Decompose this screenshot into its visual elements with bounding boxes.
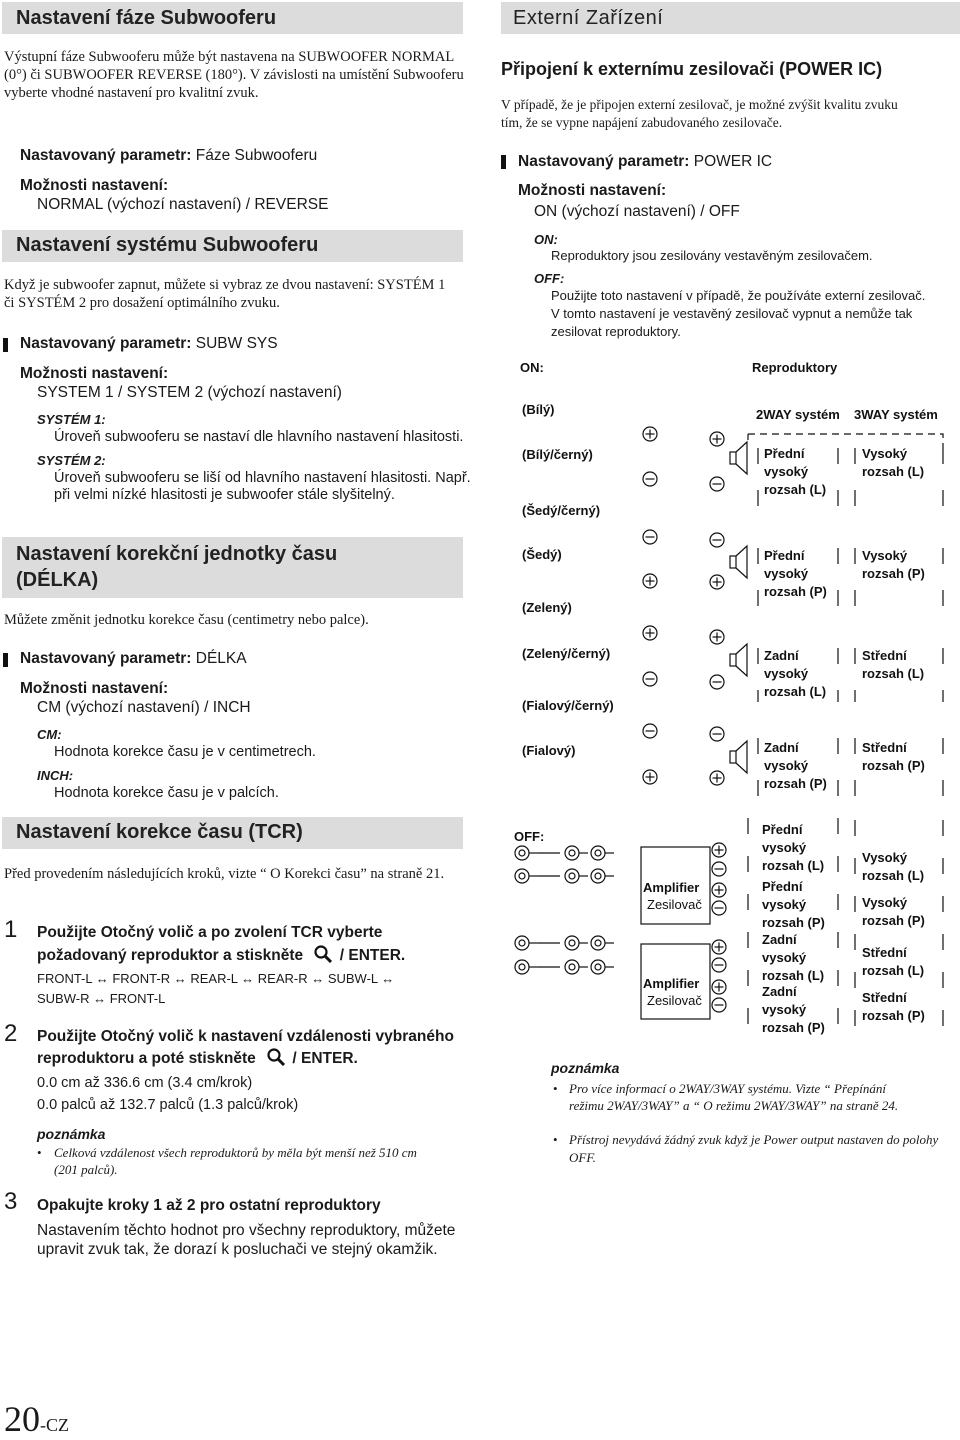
step1-sequence: FRONT-L ↔ FRONT-R ↔ REAR-L ↔ REAR-R ↔ SUBW-L ↔: [37, 971, 395, 986]
off-text: V tomto nastavení je vestavěný zesilovač vypnut a nemůže tak: [551, 306, 913, 321]
wire-label: (Fialový/černý): [522, 698, 614, 713]
note-title: poznámka: [37, 1126, 106, 1142]
system1-label: SYSTÉM 1:: [37, 412, 106, 427]
speaker-2way-label: rozsah (P): [764, 776, 827, 791]
step-number: 1: [4, 916, 18, 943]
off-speaker-2way-label: rozsah (L): [762, 968, 825, 983]
off-speaker-3way-label: rozsah (P): [862, 913, 925, 928]
section-title-subwoofer-phase: Nastavení fáze Subwooferu: [2, 2, 463, 34]
rca-jack-core: [595, 873, 601, 879]
param-line: Nastavovaný parametr: DÉLKA: [20, 650, 247, 667]
rca-jack-core: [519, 850, 525, 856]
rca-jack-core: [595, 964, 601, 970]
rca-jack-icon: [591, 936, 605, 950]
rca-jack-icon: [515, 846, 529, 860]
param-marker: [3, 338, 8, 352]
note-bullet: •: [553, 1132, 558, 1147]
speaker-3way-label: rozsah (L): [862, 464, 925, 479]
diagram-off-title: OFF:: [514, 829, 545, 844]
speaker-cone: [736, 546, 747, 578]
step1-text: požadovaný reproduktor a stiskněte / ENTER.: [37, 947, 406, 964]
rca-jack-icon: [565, 869, 579, 883]
options-label: Možnosti nastavení:: [20, 680, 169, 697]
amplifier-label-cz: Zesilovač: [647, 993, 702, 1008]
off-speaker-2way-label: vysoký: [762, 840, 807, 855]
off-speaker-3way-label: rozsah (L): [862, 963, 925, 978]
off-speaker-2way-label: rozsah (P): [762, 915, 825, 930]
note-bullet: •: [553, 1081, 558, 1096]
speaker-2way-label: rozsah (L): [764, 684, 827, 699]
rca-jack-core: [595, 940, 601, 946]
rca-jack-core: [569, 850, 575, 856]
note-text: režimu 2WAY/3WAY” a “ O režimu 2WAY/3WAY” na straně 24.: [569, 1098, 899, 1113]
system2-text: při velmi nízké hlasitosti je subwoofer stále slyšitelný.: [54, 487, 395, 503]
off-label: OFF:: [534, 271, 565, 286]
wire-label: (Zelený): [522, 600, 572, 615]
step3-text: upravit zvuk tak, že dorazí k posluchači ve stejný okamžik.: [37, 1241, 438, 1258]
step2-range: 0.0 cm až 336.6 cm (3.4 cm/krok): [37, 1075, 253, 1091]
wire-label: (Fialový): [522, 743, 576, 758]
section-title-subwoofer-system: Nastavení systému Subwooferu: [2, 230, 463, 262]
off-speaker-2way-label: Zadní: [762, 984, 797, 999]
rca-jack-core: [569, 873, 575, 879]
amplifier-label-en: Amplifier: [643, 976, 700, 991]
speaker-3way-label: Vysoký: [862, 548, 908, 563]
options-label: Možnosti nastavení:: [20, 365, 169, 382]
off-speaker-2way-label: Zadní: [762, 932, 797, 947]
rca-jack-icon: [515, 960, 529, 974]
rca-jack-core: [519, 964, 525, 970]
section-title-length-unit: Nastavení korekční jednotky času (DÉLKA): [2, 537, 463, 598]
off-text: Použijte toto nastavení v případě, že používáte externí zesilovač.: [551, 288, 926, 303]
speaker-3way-label: Střední: [862, 740, 907, 755]
speaker-icon: [730, 751, 736, 763]
speaker-3way-label: rozsah (P): [862, 566, 925, 581]
wire-label: (Bílý): [522, 402, 555, 417]
param-marker: [501, 155, 506, 169]
column-2way-title: 2WAY systém: [756, 407, 840, 422]
speaker-2way-label: Přední: [764, 446, 805, 461]
rca-jack-icon: [591, 846, 605, 860]
speaker-2way-label: vysoký: [764, 758, 809, 773]
note-text: (201 palců).: [54, 1162, 118, 1177]
options-label: Možnosti nastavení:: [518, 182, 667, 199]
speaker-2way-label: vysoký: [764, 464, 809, 479]
speaker-2way-label: rozsah (P): [764, 584, 827, 599]
options-value: NORMAL (výchozí nastavení) / REVERSE: [37, 196, 329, 213]
off-speaker-3way-label: Vysoký: [862, 850, 908, 865]
speaker-3way-label: rozsah (L): [862, 666, 925, 681]
diagram-speakers-title: Reproduktory: [752, 360, 838, 375]
off-speaker-3way-label: Střední: [862, 945, 907, 960]
off-speaker-2way-label: Přední: [762, 879, 803, 894]
system2-label: SYSTÉM 2:: [37, 453, 106, 468]
speaker-3way-label: Vysoký: [862, 446, 908, 461]
off-speaker-3way-label: Vysoký: [862, 895, 908, 910]
step-number: 2: [4, 1020, 18, 1047]
param-line: Nastavovaný parametr: Fáze Subwooferu: [20, 147, 318, 164]
section-title-external-devices: Externí Zařízení: [501, 2, 960, 34]
off-speaker-3way-label: rozsah (P): [862, 1008, 925, 1023]
speaker-2way-label: vysoký: [764, 566, 809, 581]
speaker-icon: [730, 452, 736, 464]
diagram-on-title: ON:: [520, 360, 544, 375]
off-speaker-2way-label: Přední: [762, 822, 803, 837]
note-text: OFF.: [569, 1150, 596, 1165]
power-ic-intro: tím, že se vypne napájení zabudovaného zesilovače.: [501, 115, 783, 130]
page-number: 20-CZ: [4, 1399, 69, 1439]
speaker-icon: [730, 654, 736, 666]
speaker-2way-label: vysoký: [764, 666, 809, 681]
step3-title: Opakujte kroky 1 až 2 pro ostatní reproduktory: [37, 1197, 381, 1214]
step1-text: Použijte Otočný volič a po zvolení TCR vyberte: [37, 924, 383, 941]
amplifier-label-cz: Zesilovač: [647, 897, 702, 912]
tcr-intro: Před provedením následujících kroků, vizte “ O Korekci času” na straně 21.: [4, 866, 445, 882]
rca-jack-core: [519, 873, 525, 879]
speaker-3way-label: rozsah (P): [862, 758, 925, 773]
amplifier-label-en: Amplifier: [643, 880, 700, 895]
on-label: ON:: [534, 232, 558, 247]
off-text: zesilovat reproduktory.: [551, 324, 681, 339]
wiring-diagram: [500, 350, 960, 1040]
rca-jack-icon: [515, 869, 529, 883]
off-speaker-3way-label: Střední: [862, 990, 907, 1005]
param-line: Nastavovaný parametr: POWER IC: [518, 153, 773, 170]
step-number: 3: [4, 1188, 18, 1215]
on-text: Reproduktory jsou zesilovány vestavěným zesilovačem.: [551, 248, 873, 263]
search-icon: [266, 1048, 288, 1066]
speaker-2way-label: rozsah (L): [764, 482, 827, 497]
subwoofer-system-intro: Když je subwoofer zapnut, můžete si vybraz ze dvou nastavení: SYSTÉM 1 či SYSTÉM 2 pro dosažení optimálního zvuku.: [4, 277, 446, 311]
rca-jack-icon: [565, 936, 579, 950]
step3-text: Nastavením těchto hodnot pro všechny reproduktory, můžete: [37, 1222, 456, 1239]
inch-label: INCH:: [37, 768, 74, 783]
options-value: SYSTEM 1 / SYSTEM 2 (výchozí nastavení): [37, 384, 342, 401]
section-title-tcr: Nastavení korekce času (TCR): [2, 817, 463, 849]
search-icon: [313, 945, 335, 963]
step1-sequence: SUBW-R ↔ FRONT-L: [37, 991, 166, 1006]
wire-label: (Šedý): [522, 547, 562, 562]
speaker-icon: [730, 556, 736, 568]
step2-text: reproduktoru a poté stiskněte / ENTER.: [37, 1050, 358, 1067]
cm-label: CM:: [37, 727, 62, 742]
off-speaker-2way-label: rozsah (P): [762, 1020, 825, 1035]
speaker-cone: [736, 644, 747, 676]
note-bullet: •: [37, 1145, 42, 1160]
rca-jack-core: [595, 850, 601, 856]
rca-jack-core: [569, 940, 575, 946]
column-3way-title: 3WAY systém: [854, 407, 938, 422]
note-text: Přístroj nevydává žádný zvuk když je Power output nastaven do polohy: [569, 1132, 939, 1147]
off-speaker-2way-label: vysoký: [762, 897, 807, 912]
rca-jack-icon: [515, 936, 529, 950]
subsection-title-power-ic: Připojení k externímu zesilovači (POWER IC): [501, 59, 883, 79]
param-line: Nastavovaný parametr: SUBW SYS: [20, 335, 278, 352]
speaker-2way-label: Zadní: [764, 648, 799, 663]
speaker-2way-label: Přední: [764, 548, 805, 563]
speaker-2way-label: Zadní: [764, 740, 799, 755]
options-value: ON (výchozí nastavení) / OFF: [534, 203, 740, 220]
rca-jack-core: [569, 964, 575, 970]
wire-label: (Bílý/černý): [522, 447, 593, 462]
off-speaker-2way-label: vysoký: [762, 950, 807, 965]
system1-text: Úroveň subwooferu se nastaví dle hlavního nastavení hlasitosti.: [54, 429, 464, 445]
system2-text: Úroveň subwooferu se liší od hlavního nastavení hlasitosti. Např.: [54, 470, 471, 486]
speaker-cone: [736, 442, 747, 474]
speaker-cone: [736, 741, 747, 773]
options-value: CM (výchozí nastavení) / INCH: [37, 699, 251, 716]
rca-jack-icon: [591, 869, 605, 883]
note-text: Celková vzdálenost všech reproduktorů by měla být menší než 510 cm: [54, 1145, 417, 1160]
inch-text: Hodnota korekce času je v palcích.: [54, 785, 279, 801]
length-unit-intro: Můžete změnit jednotku korekce času (centimetry nebo palce).: [4, 612, 369, 628]
speaker-3way-label: Střední: [862, 648, 907, 663]
note-text: Pro více informací o 2WAY/3WAY systému. Vizte “ Přepínání: [569, 1081, 887, 1096]
options-label: Možnosti nastavení:: [20, 177, 169, 194]
off-speaker-2way-label: rozsah (L): [762, 858, 825, 873]
power-ic-intro: V případě, že je připojen externí zesilovač, je možné zvýšit kvalitu zvuku: [501, 97, 898, 112]
wire-label: (Šedý/černý): [522, 503, 601, 518]
param-marker: [3, 653, 8, 667]
step2-range: 0.0 palců až 132.7 palců (1.3 palců/krok): [37, 1097, 299, 1113]
off-speaker-2way-label: vysoký: [762, 1002, 807, 1017]
subwoofer-phase-intro: Výstupní fáze Subwooferu může být nastavena na SUBWOOFER NORMAL (0°) či SUBWOOFER REVERSE (180°). V závislosti na umístění Subwooferu vyberte vhodné nastavení pro kvalitní zvuk.: [4, 49, 464, 101]
rca-jack-icon: [591, 960, 605, 974]
rca-jack-icon: [565, 846, 579, 860]
rca-jack-icon: [565, 960, 579, 974]
off-speaker-3way-label: rozsah (L): [862, 868, 925, 883]
rca-jack-core: [519, 940, 525, 946]
note-title: poznámka: [551, 1060, 620, 1076]
wire-label: (Zelený/černý): [522, 646, 611, 661]
cm-text: Hodnota korekce času je v centimetrech.: [54, 744, 316, 760]
step2-text: Použijte Otočný volič k nastavení vzdálenosti vybraného: [37, 1028, 454, 1045]
